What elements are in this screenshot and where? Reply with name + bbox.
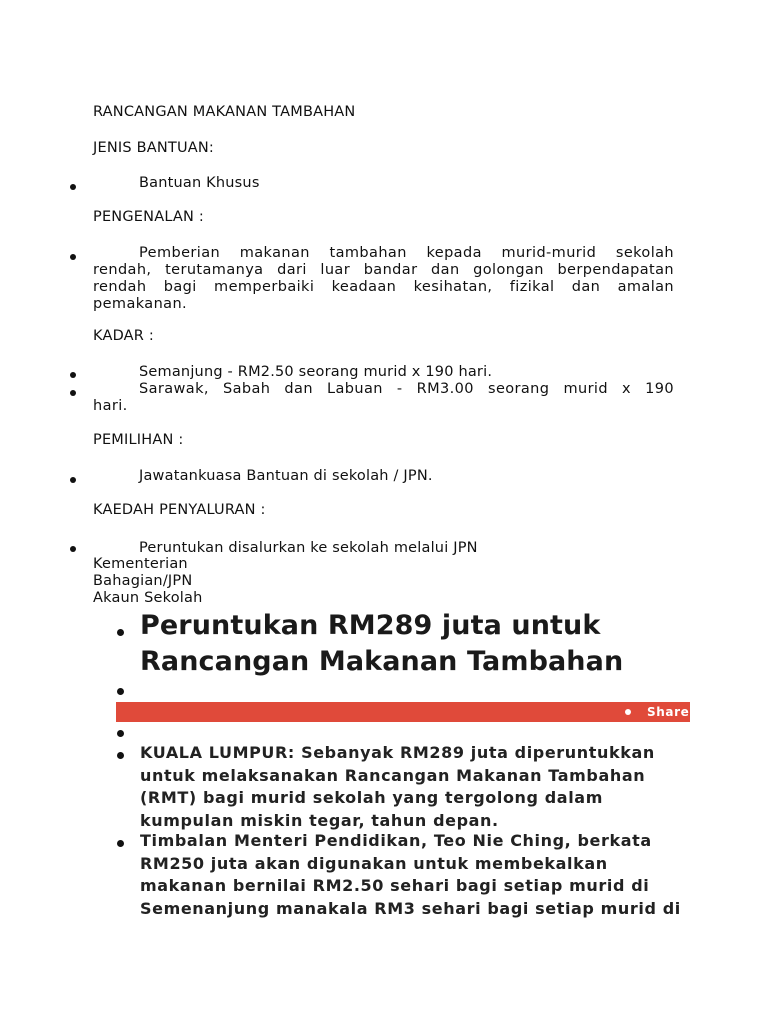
- article-paragraph-1: [140, 742, 655, 832]
- section-heading-kaedah: KAEDAH PENYALURAN :: [93, 502, 266, 518]
- bullet-icon: [117, 629, 124, 636]
- list-item-pemilihan: Jawatankuasa Bantuan di sekolah / JPN.: [139, 468, 433, 484]
- paragraph-line: untuk melaksanakan Rancangan Makanan Tambahan: [140, 765, 646, 785]
- pengenalan-paragraph: [93, 245, 674, 313]
- bullet-icon: [70, 184, 76, 190]
- paragraph-line: KUALA LUMPUR: Sebanyak RM289 juta diperuntukkan: [140, 743, 655, 762]
- bullet-icon: [70, 254, 76, 260]
- pengenalan-line: rendah, terutamanya dari luar bandar dan golongan berpendapatan: [93, 262, 674, 278]
- share-bar: [116, 702, 690, 722]
- document-title: RANCANGAN MAKANAN TAMBAHAN: [93, 104, 356, 120]
- section-heading-pengenalan: PENGENALAN :: [93, 209, 204, 225]
- flow-step: Kementerian: [93, 556, 188, 572]
- kadar-line: Sarawak, Sabah dan Labuan - RM3.00 seorang murid x 190: [139, 381, 674, 397]
- pengenalan-line: rendah bagi memperbaiki keadaan kesihatan, fizikal dan amalan: [93, 279, 674, 295]
- section-heading-kadar: KADAR :: [93, 328, 154, 344]
- paragraph-line: makanan bernilai RM2.50 sehari bagi setiap murid di: [140, 876, 650, 895]
- paragraph-line: (RMT) bagi murid sekolah yang tergolong dalam: [140, 788, 603, 807]
- paragraph-line: kumpulan miskin tegar, tahun depan.: [140, 810, 499, 830]
- article-paragraph-2: [140, 830, 681, 920]
- section-heading-pemilihan: PEMILIHAN :: [93, 432, 184, 448]
- bullet-icon: [117, 688, 124, 695]
- list-item-kaedah: Peruntukan disalurkan ke sekolah melalui JPN: [139, 540, 478, 556]
- bullet-icon: [70, 477, 76, 483]
- pengenalan-line: Pemberian makanan tambahan kepada murid-murid sekolah: [139, 245, 674, 261]
- flow-step: Bahagian/JPN: [93, 573, 193, 589]
- share-button[interactable]: Share: [647, 705, 690, 719]
- article-headline-line: Peruntukan RM289 juta untuk: [140, 610, 601, 641]
- flow-step: Akaun Sekolah: [93, 590, 203, 606]
- paragraph-line: RM250 juta akan digunakan untuk membekalkan: [140, 853, 608, 873]
- paragraph-line: Timbalan Menteri Pendidikan, Teo Nie Ching, berkata: [140, 831, 652, 850]
- bullet-icon: [70, 372, 76, 378]
- bullet-icon: [117, 840, 124, 847]
- list-item-kadar-sarawak: [93, 381, 674, 415]
- bullet-icon: [117, 730, 124, 737]
- section-heading-jenis: JENIS BANTUAN:: [93, 140, 215, 156]
- bullet-icon: [625, 709, 631, 715]
- pengenalan-line: pemakanan.: [93, 296, 188, 312]
- bullet-icon: [70, 390, 76, 396]
- list-item-jenis: Bantuan Khusus: [139, 175, 260, 191]
- list-item-kadar-semenanjung: Semanjung - RM2.50 seorang murid x 190 hari.: [139, 364, 493, 380]
- paragraph-line: Semenanjung manakala RM3 sehari bagi setiap murid di: [140, 898, 681, 918]
- bullet-icon: [117, 752, 124, 759]
- article-headline-line: Rancangan Makanan Tambahan: [140, 646, 624, 677]
- kadar-line: hari.: [93, 398, 128, 414]
- bullet-icon: [70, 546, 76, 552]
